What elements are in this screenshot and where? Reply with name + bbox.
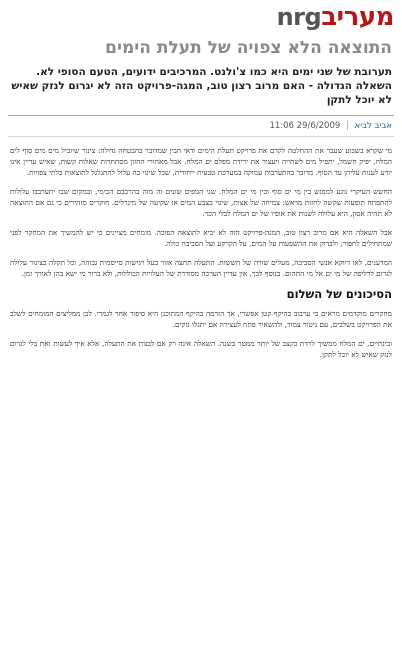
divider bbox=[8, 136, 394, 137]
masthead bbox=[0, 0, 402, 38]
article-paragraph: מחקרים מוקדמים מראים כי ערבוב בהיקף קטן אפשרי, אך הזרמה בהיקף המתוכנן היא סיפור אחר לגמרי. לכן ממליצים המומחים לשלב את הפרויקט בשלבים, עם ניטור צמוד, ולהשאיר פתח לעצירה אם יתגלו נזקים. bbox=[10, 309, 392, 329]
publish-date: 29/6/2009 11:06 bbox=[269, 121, 341, 131]
article-paragraph: אבל השאלה היא אם מרוב רצון טוב, המגה-פרויקט הזה לא יביא לתוצאה הפוכה. מומחים מציינים כי יש להמשיך את המחקר לפני שמתחילים לחפור, ולבדוק את ההשפעות על המים, על הקרקע ועל הסביבה כולה. bbox=[10, 228, 392, 248]
site-logo[interactable] bbox=[277, 2, 394, 32]
article-paragraph: המדענים, לאו דווקא אנשי הסביבה, מעלים שורה של חששות. התעלה תחצה אזור בעל רגישות סייסמית גבוהה, וכל תקלה בצינור עלולה לגרום לדליפה של מי ים אל מי התהום. בנוסף לכך, אין עדיין הערכה מסודרת של העלויות הכוללות, ולא ברור מי ישא בהן לאורך זמן. bbox=[10, 258, 392, 278]
byline-separator: | bbox=[345, 121, 349, 131]
article-paragraph: מי שקרא בשבוע שעבר את ההחלטה לקדם את פרויקט תעלת הימים ודאי הבין שמדובר בהבטחה גדולה: צינור שיוביל מים מים סוף לים המלח, יפיק חשמל, יתפיל מים לשתייה ויעצור את ירידת מפלס ים המלח. אבל מאחורי החזון מסתתרות שאלות קשות, שאיש עדיין אינו יודע לענות עליהן עד הסוף. מדובר בהתערבות עמוקה במערכת טבעית ייחודית, שכל שינוי בה עלול להתגלגל לתוצאות בלתי צפויות. bbox=[10, 146, 392, 177]
article-paragraph: ובינתיים, ים המלח ממשיך לרדת בקצב של יותר ממטר בשנה. השאלה אינה רק אם לבנות את התעלה, אלא איך לעשות זאת בלי לגרום לנזק שאיש לא יוכל לתקן. bbox=[10, 339, 392, 359]
logo-maariv: מעריב bbox=[321, 2, 394, 32]
section-heading: הסיכונים של השלום bbox=[286, 287, 392, 301]
logo-nrg: nrg bbox=[276, 3, 322, 31]
byline bbox=[10, 120, 392, 132]
author-link[interactable]: אביב לביא bbox=[354, 121, 392, 131]
divider bbox=[8, 115, 394, 116]
article-paragraph: החשש העיקרי נוגע למפגש בין מי ים סוף ובין מי ים המלח. שני הגופים שונים זה מזה בהרכבם הכימי, ובמקום שבו יתערבבו עלולות להתפתח תופעות שקשה לחזות מראש: צמיחה של אצות, שינוי בצבע המים או שקיעה של מינרלים. חוקרים מזהירים כי גם אם התוצאה לא תהיה אסון, היא עלולה לשנות את אופיו של ים המלח לבלי הכר. bbox=[10, 187, 392, 218]
article-subheadline: תערובת של שני ימים היא כמו צ'ולנט. המרכיבים ידועים, הטעם הסופי לא. השאלה הגדולה - האם מרוב רצון טוב, המגה-פרויקט הזה לא יגרום לנזק שאיש לא יוכל לתקן bbox=[11, 66, 392, 106]
article-headline: התוצאה הלא צפויה של תעלת הימים bbox=[105, 38, 392, 58]
